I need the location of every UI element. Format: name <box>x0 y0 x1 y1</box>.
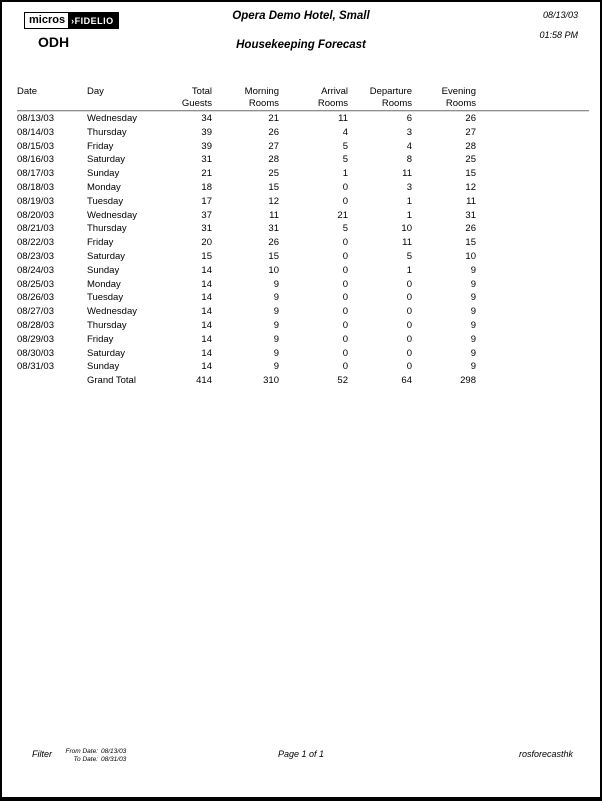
cell-morning-rooms: 9 <box>273 333 279 345</box>
cell-filler <box>476 126 589 140</box>
cell-total-guests: 37 <box>201 209 212 221</box>
cell-filler <box>476 250 589 264</box>
grand-total-arrival-rooms: 52 <box>337 375 348 387</box>
cell-departure-rooms: 8 <box>406 154 412 166</box>
col-header-date: Date <box>17 86 38 97</box>
table-row <box>17 167 589 181</box>
cell-filler <box>476 278 589 292</box>
cell-date: 08/14/03 <box>17 126 54 138</box>
cell-arrival-rooms: 1 <box>342 168 348 180</box>
table-row <box>17 319 589 333</box>
cell-evening-rooms: 25 <box>465 154 476 166</box>
cell-filler <box>476 222 589 236</box>
cell-morning-rooms: 28 <box>268 154 279 166</box>
cell-morning-rooms: 9 <box>273 306 279 318</box>
col-header-departure-rooms: Departure Rooms <box>369 86 412 109</box>
cell-arrival-rooms: 4 <box>342 126 348 138</box>
cell-evening-rooms: 27 <box>465 126 476 138</box>
cell-filler <box>476 347 589 361</box>
cell-total-guests: 39 <box>201 126 212 138</box>
cell-total-guests: 18 <box>201 181 212 193</box>
logo-separator-glyph: › <box>71 16 75 26</box>
cell-evening-rooms: 15 <box>465 237 476 249</box>
table-row <box>17 140 589 154</box>
cell-filler <box>476 360 589 374</box>
cell-date: 08/24/03 <box>17 264 54 276</box>
cell-date: 08/27/03 <box>17 306 54 318</box>
cell-total-guests: 17 <box>201 195 212 207</box>
logo-micros-text: micros <box>24 12 69 29</box>
cell-day: Sunday <box>87 168 120 180</box>
report-id: rosforecasthk <box>518 749 573 759</box>
cell-departure-rooms: 1 <box>406 264 412 276</box>
grand-total-spacer <box>17 374 87 387</box>
report-footer <box>2 742 600 782</box>
cell-total-guests: 14 <box>201 306 212 318</box>
cell-day: Wednesday <box>87 113 137 124</box>
cell-filler <box>476 319 589 333</box>
to-date-value: 08/31/03 <box>101 756 127 763</box>
page-number: Page 1 of 1 <box>277 749 325 759</box>
col-header-total-guests: Total Guests <box>181 86 212 109</box>
cell-filler <box>476 209 589 223</box>
to-date-label: To Date: <box>73 756 98 763</box>
table-row <box>17 126 589 140</box>
cell-morning-rooms: 26 <box>268 126 279 138</box>
cell-day: Saturday <box>87 347 126 359</box>
cell-total-guests: 31 <box>201 223 212 235</box>
cell-morning-rooms: 9 <box>273 278 279 290</box>
cell-morning-rooms: 12 <box>268 195 279 207</box>
cell-day: Wednesday <box>87 306 137 318</box>
cell-arrival-rooms: 11 <box>338 113 348 124</box>
cell-morning-rooms: 15 <box>268 250 279 262</box>
cell-day: Tuesday <box>87 195 124 207</box>
cell-evening-rooms: 9 <box>470 264 476 276</box>
table-row <box>17 278 589 292</box>
cell-arrival-rooms: 0 <box>342 181 348 193</box>
forecast-table <box>17 86 589 387</box>
cell-departure-rooms: 1 <box>406 209 412 221</box>
cell-evening-rooms: 28 <box>465 140 476 152</box>
col-header-day: Day <box>87 86 104 97</box>
cell-morning-rooms: 10 <box>268 264 279 276</box>
cell-date: 08/16/03 <box>17 154 54 166</box>
table-row <box>17 347 589 361</box>
cell-morning-rooms: 25 <box>268 168 279 180</box>
cell-evening-rooms: 9 <box>470 306 476 318</box>
cell-arrival-rooms: 0 <box>342 361 348 373</box>
cell-departure-rooms: 11 <box>402 237 412 249</box>
grand-total-row <box>17 374 589 387</box>
cell-filler <box>476 153 589 167</box>
cell-total-guests: 14 <box>201 264 212 276</box>
cell-arrival-rooms: 0 <box>342 306 348 318</box>
cell-filler <box>476 112 589 126</box>
cell-total-guests: 21 <box>201 168 212 180</box>
cell-day: Friday <box>87 140 114 152</box>
cell-filler <box>476 305 589 319</box>
print-time: 01:58 PM <box>539 30 578 40</box>
table-row <box>17 236 589 250</box>
cell-evening-rooms: 15 <box>465 168 476 180</box>
cell-arrival-rooms: 0 <box>342 347 348 359</box>
cell-day: Thursday <box>87 223 127 235</box>
col-header-filler <box>476 86 589 110</box>
cell-day: Tuesday <box>87 292 124 304</box>
cell-departure-rooms: 0 <box>406 319 412 331</box>
forecast-table-body <box>17 112 589 374</box>
cell-evening-rooms: 9 <box>470 333 476 345</box>
cell-day: Sunday <box>87 361 120 373</box>
print-date: 08/13/03 <box>542 10 578 20</box>
cell-date: 08/29/03 <box>17 333 54 345</box>
cell-morning-rooms: 26 <box>268 237 279 249</box>
cell-day: Thursday <box>87 126 127 138</box>
cell-arrival-rooms: 0 <box>342 237 348 249</box>
cell-filler <box>476 140 589 154</box>
cell-date: 08/25/03 <box>17 278 54 290</box>
table-row <box>17 291 589 305</box>
cell-total-guests: 15 <box>201 250 212 262</box>
cell-date: 08/22/03 <box>17 237 54 249</box>
table-row <box>17 305 589 319</box>
cell-date: 08/18/03 <box>17 181 54 193</box>
cell-filler <box>476 264 589 278</box>
cell-departure-rooms: 3 <box>406 181 412 193</box>
cell-evening-rooms: 26 <box>465 113 476 124</box>
cell-total-guests: 34 <box>201 113 212 124</box>
cell-day: Monday <box>87 181 121 193</box>
filter-label: Filter <box>32 749 52 759</box>
cell-date: 08/31/03 <box>17 361 54 373</box>
cell-total-guests: 14 <box>201 278 212 290</box>
table-row <box>17 360 589 374</box>
from-date-label: From Date: <box>65 748 98 755</box>
cell-filler <box>476 167 589 181</box>
cell-arrival-rooms: 0 <box>342 319 348 331</box>
table-row <box>17 209 589 223</box>
col-header-arrival-rooms: Arrival Rooms <box>317 86 348 109</box>
cell-filler <box>476 236 589 250</box>
grand-total-evening-rooms: 298 <box>460 375 476 387</box>
cell-filler <box>476 181 589 195</box>
cell-total-guests: 14 <box>201 347 212 359</box>
cell-day: Monday <box>87 278 121 290</box>
from-date-value: 08/13/03 <box>101 748 127 755</box>
cell-evening-rooms: 9 <box>470 292 476 304</box>
cell-total-guests: 20 <box>201 237 212 249</box>
cell-date: 08/19/03 <box>17 195 54 207</box>
cell-total-guests: 31 <box>201 154 212 166</box>
property-code: ODH <box>38 34 70 50</box>
table-row <box>17 250 589 264</box>
cell-filler <box>476 333 589 347</box>
cell-arrival-rooms: 0 <box>342 195 348 207</box>
cell-arrival-rooms: 0 <box>342 292 348 304</box>
cell-date: 08/13/03 <box>17 113 54 124</box>
cell-day: Sunday <box>87 264 120 276</box>
cell-date: 08/20/03 <box>17 209 54 221</box>
cell-day: Saturday <box>87 250 126 262</box>
cell-departure-rooms: 0 <box>406 361 412 373</box>
cell-departure-rooms: 4 <box>406 140 412 152</box>
cell-date: 08/30/03 <box>17 347 54 359</box>
grand-total-label: Grand Total <box>87 375 136 387</box>
cell-total-guests: 14 <box>201 292 212 304</box>
cell-evening-rooms: 9 <box>470 278 476 290</box>
cell-departure-rooms: 6 <box>406 113 412 124</box>
grand-total-filler <box>476 374 589 387</box>
cell-date: 08/17/03 <box>17 168 54 180</box>
cell-total-guests: 14 <box>201 333 212 345</box>
grand-total-guests: 414 <box>196 375 212 387</box>
table-row <box>17 153 589 167</box>
cell-filler <box>476 195 589 209</box>
cell-date: 08/26/03 <box>17 292 54 304</box>
cell-morning-rooms: 9 <box>273 292 279 304</box>
cell-morning-rooms: 15 <box>268 181 279 193</box>
col-header-evening-rooms: Evening Rooms <box>441 86 476 109</box>
cell-departure-rooms: 10 <box>401 223 412 235</box>
col-header-morning-rooms: Morning Rooms <box>244 86 279 109</box>
cell-arrival-rooms: 0 <box>342 278 348 290</box>
report-title: Housekeeping Forecast <box>236 39 366 51</box>
cell-morning-rooms: 31 <box>268 223 279 235</box>
cell-departure-rooms: 11 <box>402 168 412 180</box>
logo-fidelio-word: FIDELIO <box>74 16 114 26</box>
cell-day: Friday <box>87 237 114 249</box>
cell-date: 08/28/03 <box>17 319 54 331</box>
cell-departure-rooms: 0 <box>406 347 412 359</box>
cell-morning-rooms: 27 <box>268 140 279 152</box>
cell-morning-rooms: 11 <box>269 209 279 221</box>
cell-day: Wednesday <box>87 209 137 221</box>
cell-evening-rooms: 31 <box>465 209 476 221</box>
cell-total-guests: 39 <box>201 140 212 152</box>
cell-morning-rooms: 21 <box>268 113 279 124</box>
hotel-name: Opera Demo Hotel, Small <box>232 10 370 22</box>
cell-arrival-rooms: 5 <box>342 140 348 152</box>
cell-departure-rooms: 0 <box>406 333 412 345</box>
cell-morning-rooms: 9 <box>273 347 279 359</box>
cell-arrival-rooms: 5 <box>342 223 348 235</box>
table-row <box>17 195 589 209</box>
table-row <box>17 112 589 126</box>
cell-departure-rooms: 5 <box>406 250 412 262</box>
cell-date: 08/21/03 <box>17 223 54 235</box>
table-row <box>17 181 589 195</box>
cell-evening-rooms: 9 <box>470 319 476 331</box>
cell-filler <box>476 291 589 305</box>
grand-total-departure-rooms: 64 <box>401 375 412 387</box>
cell-evening-rooms: 10 <box>465 250 476 262</box>
cell-evening-rooms: 26 <box>465 223 476 235</box>
cell-evening-rooms: 11 <box>466 195 476 207</box>
cell-date: 08/15/03 <box>17 140 54 152</box>
cell-evening-rooms: 12 <box>465 181 476 193</box>
cell-arrival-rooms: 0 <box>342 333 348 345</box>
cell-day: Saturday <box>87 154 126 166</box>
cell-total-guests: 14 <box>201 319 212 331</box>
table-row <box>17 222 589 236</box>
table-header-row <box>17 86 589 110</box>
cell-evening-rooms: 9 <box>470 361 476 373</box>
cell-departure-rooms: 1 <box>406 195 412 207</box>
cell-day: Thursday <box>87 319 127 331</box>
cell-total-guests: 14 <box>201 361 212 373</box>
cell-arrival-rooms: 0 <box>342 250 348 262</box>
cell-arrival-rooms: 0 <box>342 264 348 276</box>
cell-departure-rooms: 3 <box>406 126 412 138</box>
cell-morning-rooms: 9 <box>273 361 279 373</box>
cell-date: 08/23/03 <box>17 250 54 262</box>
cell-day: Friday <box>87 333 114 345</box>
cell-departure-rooms: 0 <box>406 278 412 290</box>
cell-arrival-rooms: 21 <box>337 209 348 221</box>
table-row <box>17 333 589 347</box>
table-row <box>17 264 589 278</box>
cell-departure-rooms: 0 <box>406 292 412 304</box>
cell-evening-rooms: 9 <box>470 347 476 359</box>
cell-departure-rooms: 0 <box>406 306 412 318</box>
cell-arrival-rooms: 5 <box>342 154 348 166</box>
grand-total-morning-rooms: 310 <box>263 375 279 387</box>
cell-morning-rooms: 9 <box>273 319 279 331</box>
